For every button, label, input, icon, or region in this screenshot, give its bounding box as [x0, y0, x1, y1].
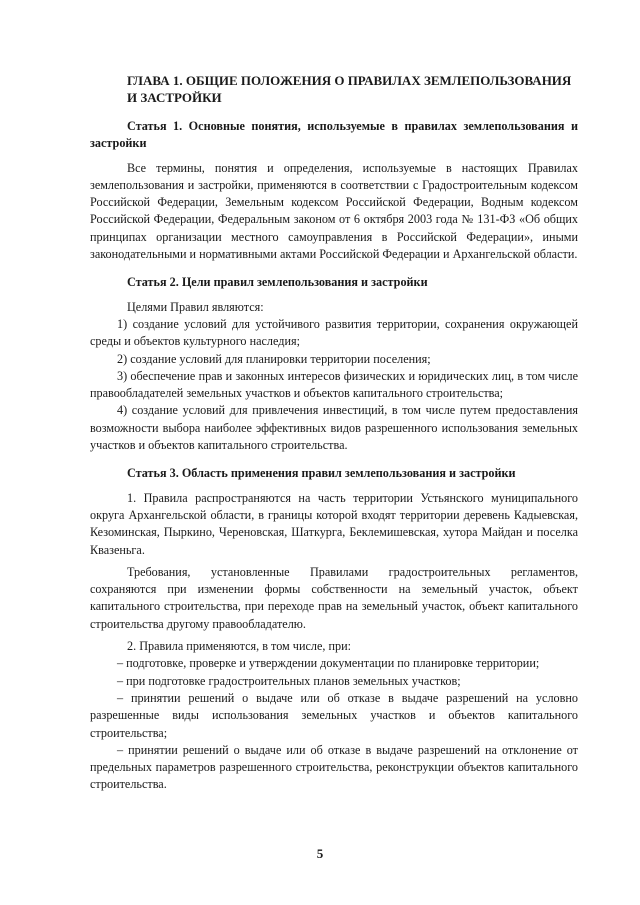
article-3-title: Статья 3. Область применения правил землепользования и застройки	[127, 466, 516, 481]
article-3-dash-item-1: – подготовке, проверке и утверждении документации по планировке территории;	[117, 656, 540, 671]
article-3-dash-item-4: – принятии решений о выдаче или об отказе в выдаче разрешений на отклонение от предельных параметров разрешенного строительства, реконструкции объектов капитального строительства.	[90, 742, 578, 792]
article-3-paragraph-2: Требования, установленные Правилами градостроительных регламентов, сохраняются при изменении формы собственности на земельный участок, объект капитального строительства, при переходе прав на земельный участок, объект капитального строительства другому правообладателю.	[90, 564, 578, 631]
article-2-item-1: 1) создание условий для устойчивого развития территории, сохранения окружающей среды и объектов культурного наследия;	[90, 316, 578, 349]
page-number: 5	[316, 846, 324, 861]
article-2-item-4: 4) создание условий для привлечения инвестиций, в том числе путем предоставления возможности выбора наиболее эффективных видов разрешенного использования земельных участков и объектов капитального строительства.	[90, 403, 578, 453]
page-content	[90, 72, 578, 794]
article-3-paragraph-3: 2. Правила применяются, в том числе, при:	[127, 639, 351, 654]
article-3-dash-item-3: – принятии решений о выдаче или об отказе в выдаче разрешений на условно разрешенные виды использования земельных участков и объектов капитального строительства;	[90, 690, 578, 740]
chapter-title: ГЛАВА 1. ОБЩИЕ ПОЛОЖЕНИЯ О ПРАВИЛАХ ЗЕМЛЕПОЛЬЗОВАНИЯ И ЗАСТРОЙКИ	[127, 73, 572, 105]
article-2-title: Статья 2. Цели правил землепользования и застройки	[127, 275, 428, 290]
article-2-item-2: 2) создание условий для планировки территории поселения;	[117, 351, 431, 366]
article-3-paragraph-1: 1. Правила распространяются на часть территории Устьянского муниципального округа Архангельской области, в границы которой входят территории деревень Кадыевская, Кезоминская, Пыркино, Череновская, Шаткурга, Беклемишевская, хутора Майдан и поселка Квазеньга.	[90, 490, 578, 557]
article-2-item-3: 3) обеспечение прав и законных интересов физических и юридических лиц, в том числе правообладателей земельных участков и объектов капитального строительства;	[90, 368, 578, 401]
article-1-text: Все термины, понятия и определения, используемые в настоящих Правилах землепользования и застройки, применяются в соответствии с Градостроительным кодексом Российской Федерации, Земельным кодексом Российской Федерации, Водным кодексом Российской Федерации, Федеральным законом от 6 октября 2003 года № 131-ФЗ «Об общих принципах организации местного самоуправления в Российской Федерации», иными законодательными и нормативными актами Российской Федерации и Архангельской области.	[90, 160, 578, 262]
article-2-intro: Целями Правил являются:	[127, 299, 264, 314]
article-1-title: Статья 1. Основные понятия, используемые в правилах землепользования и застройки	[90, 119, 578, 151]
article-3-dash-item-2: – при подготовке градостроительных планов земельных участков;	[117, 673, 461, 688]
